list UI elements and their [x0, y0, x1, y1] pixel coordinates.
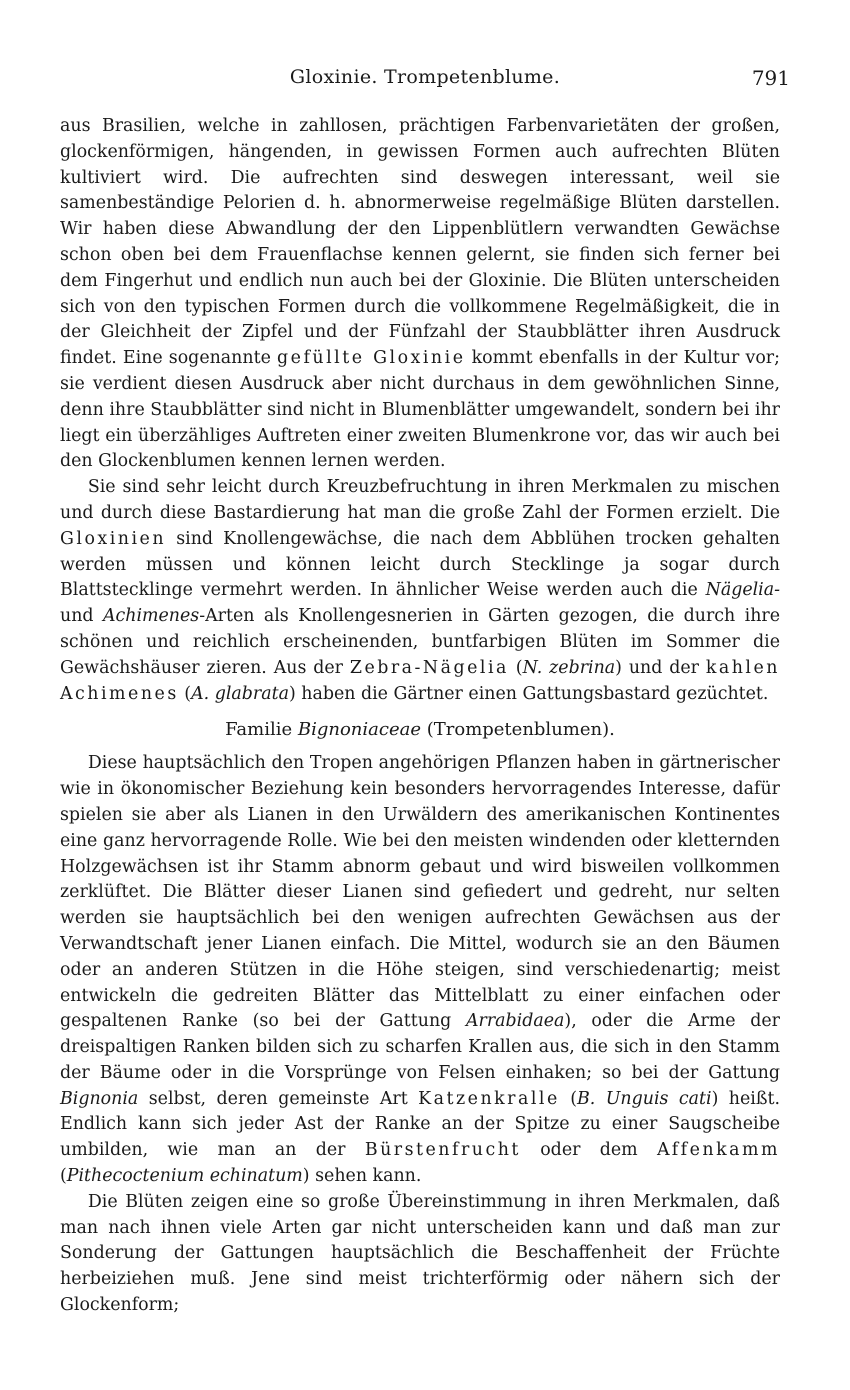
latin-name: Achimenes	[102, 606, 200, 627]
text-run: ) und der	[615, 657, 706, 678]
text-run: Diese hauptsächlich den Tropen angehörigen Pflanzen haben in gärtnerischer wie in ökonomischer Beziehung kein besonders hervorragendes Interesse, dafür spielen sie aber als Lianen in den Urwäldern des amerikanischen Kontinentes eine ganz hervorragende Rolle. Wie bei den meisten windenden oder kletternden Holzgewächsen ist ihr Stamm abnorm gebaut und wird bisweilen vollkommen zerklüftet. Die Blätter dieser Lianen sind gefiedert und gedreht, nur selten werden sie hauptsächlich bei den wenigen aufrechten Gewächsen aus der Verwandtschaft jener Lianen einfach. Die Mittel, wodurch sie an den Bäumen oder an anderen Stützen in die Höhe steigen, sind verschiedenartig; meist entwickeln die gedreiten Blätter das Mittelblatt zu einer einfachen oder gespaltenen Ranke (so bei der Gattung	[60, 753, 780, 1032]
latin-name: Bignonia	[60, 1088, 139, 1109]
text-run: (	[60, 1166, 67, 1187]
spaced-term: gefüllte Gloxinie	[277, 348, 466, 369]
text-run: (	[508, 657, 523, 678]
text-run: oder dem	[520, 1140, 657, 1161]
text-run: -Arten als Knollengesnerien in Gärten gezogen, die durch ihre schönen und reichlich erscheinenden, buntfarbigen Blüten im Sommer die Gewächshäuser zieren. Aus der	[60, 606, 781, 678]
family-name: Bignoniaceae	[297, 719, 421, 741]
latin-name: Nägelia-	[705, 580, 780, 601]
page-header	[60, 66, 790, 96]
spaced-term: Bürstenfrucht	[364, 1140, 521, 1161]
latin-name: Arrabidaea	[465, 1011, 565, 1032]
text-run: ) heißt. Endlich kann sich jeder Ast der Ranke an der Spitze zu einer Saugscheibe umbilden, wie man an der	[60, 1088, 780, 1161]
text-run: Sie sind sehr leicht durch Kreuzbefruchtung in ihren Merkmalen zu mischen und durch diese Bastardierung hat man die große Zahl der Formen erzielt. Die	[60, 477, 780, 523]
text-run: sind Knollengewächse, die nach dem Abblühen trocken gehalten werden müssen und können leicht durch Stecklinge ja sogar durch Blattstecklinge vermehrt werden. In ähnlicher Weise werden auch die	[60, 528, 780, 601]
page-number: 791	[751, 66, 790, 90]
text-run: Die Blüten zeigen eine so große Übereinstimmung in ihren Merkmalen, daß man nach ihnen viele Arten gar nicht unterscheiden kann und daß man zur Sonderung der Gattungen hauptsächlich die Beschaffenheit der Früchte herbeiziehen muß. Jene sind meist trichterförmig oder nähern sich der Glockenform;	[60, 1191, 780, 1316]
spaced-term: Gloxinien	[60, 528, 167, 549]
text-run: ), oder die Arme der dreispaltigen Ranken bilden sich zu scharfen Krallen aus, die sich in den Stamm der Bäume oder in die Vorsprünge von Felsen einhaken; so bei der Gattung	[60, 1011, 780, 1083]
spaced-term: kahlen Achimenes	[60, 657, 780, 704]
latin-name: B. Unguis cati	[577, 1088, 712, 1109]
text-run: selbst, deren gemeinste Art	[138, 1088, 419, 1109]
spaced-term: Zebra-Nägelia	[349, 657, 509, 678]
heading-suffix: (Trompetenblumen).	[421, 719, 615, 741]
paragraph-gloxinia-hybrids	[60, 475, 780, 707]
text-run: ) haben die Gärtner einen Gattungsbastard gezüchtet.	[288, 683, 769, 704]
text-run: und	[60, 606, 103, 627]
text-run: ) sehen kann.	[302, 1166, 422, 1187]
heading-prefix: Familie	[225, 719, 298, 741]
text-run: (	[559, 1088, 578, 1109]
text-run: (	[178, 683, 192, 704]
latin-name: Pithecoctenium echinatum	[66, 1166, 303, 1187]
latin-name: N. zebrina	[522, 657, 616, 678]
paragraph-gloxinia-intro	[60, 114, 780, 475]
spaced-term: Katzenkralle	[418, 1088, 560, 1109]
paragraph-flowers	[60, 1190, 780, 1319]
page-body	[60, 114, 780, 1319]
paragraph-bignoniaceae	[60, 751, 780, 1190]
section-heading	[60, 717, 780, 743]
text-run: kommt ebenfalls in der Kultur vor; sie verdient diesen Ausdruck aber nicht durchaus in dem gewöhnlichen Sinne, denn ihre Staubblätter sind nicht in Blumenblätter umgewandelt, sondern bei ihr liegt ein überzähliges Auftreten einer zweiten Blumenkrone vor, das wir auch bei den Glockenblumen kennen lernen werden.	[60, 348, 780, 472]
spaced-term: Affenkamm	[656, 1140, 780, 1161]
text-run: aus Brasilien, welche in zahllosen, prächtigen Farbenvarietäten der großen, glockenförmigen, hängenden, in gewissen Formen auch aufrechten Blüten kultiviert wird. Die aufrechten sind deswegen interessant, weil sie samenbeständige Pelorien d. h. abnormerweise regelmäßige Blüten darstellen. Wir haben diese Abwandlung der den Lippenblütlern verwandten Gewächse schon oben bei dem Frauenflachse kennen gelernt, sie finden sich ferner bei dem Fingerhut und endlich nun auch bei der Gloxinie. Die Blüten unterscheiden sich von den typischen Formen durch die vollkommene Regelmäßigkeit, die in der Gleichheit der Zipfel und der Fünfzahl der Staubblätter ihren Ausdruck findet. Eine sogenannte	[60, 116, 780, 369]
latin-name: A. glabrata	[191, 683, 289, 704]
running-title: Gloxinie. Trompetenblume.	[289, 66, 561, 88]
